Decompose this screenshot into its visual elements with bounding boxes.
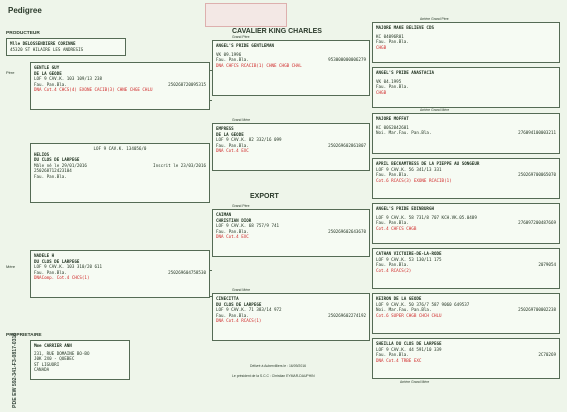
export-heading: EXPORT [250, 193, 279, 200]
gg-box-1 [372, 22, 560, 63]
gg-8-color: Fau. Pan.Bla. [376, 352, 409, 358]
connector [210, 296, 212, 297]
gm-label-2: Grand Mère [232, 288, 251, 292]
subject-chip: 250268712423104 [34, 168, 72, 174]
sire-titles: DNA Cot.4 CHCS(4) EXONE CACIB(3) CHNE CHGE CHLU [34, 87, 153, 93]
sire-sire-code: VK 09.1996 [216, 51, 242, 57]
sire-sire-chip: 953000000006279 [328, 57, 366, 63]
sire-dam-name: EMPRESS [216, 126, 234, 131]
producteur-box [6, 38, 126, 56]
gg-7-name: KEIRON DE LA GEODE [376, 296, 422, 301]
mere-label: Mère [6, 264, 16, 269]
proprietaire-name: Mme CARRIER ANN [34, 343, 72, 348]
proprietaire-address-1: 231, RUE DOMAINE BO-BO [34, 350, 90, 356]
agm-label-2: Arrière Grand Mère [400, 380, 430, 384]
gg-8-code: LOF 9 CAV.K. 44 591/10 339 [376, 346, 442, 352]
gg-1-name: MAJORE MAKE BELIEVE CDS [376, 25, 434, 30]
gg-4-name: APRIL BECKAMTRESS DE LA PIEPPE AU SONGEUR [376, 161, 480, 166]
dam-dam-kennel: DU CLOS DE LARPEGE [216, 301, 262, 307]
gg-1-color: Fau. Pan.Bla. [376, 39, 409, 45]
proprietaire-box [30, 340, 130, 380]
proprietaire-address-3: ST LIGUORI [34, 361, 60, 367]
gg-5-code: LOF 9 CAV.K. 58 731/8 707 KCH.VK.05.0489 [376, 214, 477, 220]
dam-dam-name: CINECITTA [216, 296, 239, 301]
agm-label-1: Arrière Grand Mère [420, 108, 450, 112]
agp-label-1: Arrière Grand Père [420, 17, 449, 21]
gg-6-name: CATHAN VICTOIRE-DE-LA-RODE [376, 251, 442, 256]
gg-5-chip: 276097200487669 [518, 220, 556, 226]
document-title: Pedigree [8, 6, 42, 15]
subject-name: HELIOS [34, 151, 50, 157]
producteur-name: Mlle DELOSSENDIERE CORINNE [10, 41, 76, 46]
gg-5-name: ANGEL'S PRIDE EDINBURGH [376, 206, 434, 211]
subject-code: LOF 9 CAV.K. 134056/0 [93, 146, 147, 151]
gg-5-color: Fau. Pan.Bla. [376, 220, 409, 226]
gg-6-color: Fau. Pan.Bla. [376, 262, 409, 268]
gg-2-color: Fau. Pan.Bla. [376, 84, 409, 90]
subject-box [30, 143, 210, 203]
gg-box-4 [372, 158, 560, 199]
dam-code: LOF 9 CAV.K. 103 310/20 611 [34, 264, 103, 270]
breed-heading: CAVALIER KING CHARLES [232, 28, 322, 35]
gg-5-titles: Cot.4 CHFCS CHGB [376, 225, 417, 231]
dam-chip: 250269604758530 [168, 269, 206, 275]
pere-label: Père [6, 70, 15, 75]
dam-color: Fau. Pan.Bla. [34, 269, 67, 275]
subject-kennel: DU CLOS DE LARPEGE [34, 157, 80, 163]
gg-3-chip: 276094100003211 [518, 130, 556, 136]
gg-box-2 [372, 67, 560, 108]
dam-dam-color: Fau. Pan.Bla. [216, 312, 249, 318]
gg-8-titles: DNA Cot.4 TRBE EXC [376, 357, 422, 363]
sire-dam-titles: DNA Cot.4 EXC [216, 148, 249, 154]
gg-box-5 [372, 203, 560, 244]
sire-sire-color: Fau. Pan.Bla. [216, 57, 249, 63]
sire-dam-chip: 250269602861807 [328, 142, 366, 148]
dam-dam-code: LOF 9 CAV.K. 71 383/14 972 [216, 307, 282, 313]
sire-chip: 250268720095315 [168, 81, 206, 87]
gg-6-titles: Cot.4 RCACS(2) [376, 267, 412, 273]
dam-dam-box [212, 293, 370, 341]
dam-dam-titles: DNA Cot.4 RCACS(1) [216, 318, 262, 324]
gg-6-code: LOF 9 CAV.K. 53 130/11 175 [376, 256, 442, 262]
dam-sire-kennel: CHRISTIAN DIOR [216, 217, 252, 223]
dam-sire-chip: 250269602643670 [328, 228, 366, 234]
sire-color: Fau. Pan.Bla. [34, 81, 67, 87]
dam-sire-titles: DNA Cot.4 EXC [216, 234, 249, 240]
gp-label-2: Grand Père [232, 204, 250, 208]
gg-6-chip: 2079054 [538, 262, 556, 268]
gg-7-color: Noi. Mar.Fau. Pan.Bla. [376, 307, 432, 313]
proprietaire-label: PROPRIETAIRE [6, 333, 42, 338]
sire-dam-kennel: DE LA GEODE [216, 131, 244, 137]
proprietaire-address-2: J0K 2X0 - QUEBEC [34, 356, 75, 362]
sire-code: LOF 9 CAV.K. 103 109/13 238 [34, 76, 103, 82]
sire-kennel: DE LA GEODE [34, 70, 62, 76]
watermark-logo [205, 3, 287, 27]
gg-3-color: Noi. Mar.Fau. Pan.Bla. [376, 130, 432, 136]
gg-8-chip: 2C70269 [538, 352, 556, 358]
gg-4-chip: 250269700065070 [518, 172, 556, 178]
subject-born: Mâle né le 29/01/2016 [34, 162, 87, 168]
dam-name: NADELE H [34, 253, 55, 258]
connector [210, 100, 212, 101]
president-text: Le président de la S.C.C : Christian EYMAR-DAUPHIN [232, 374, 315, 378]
gg-1-code: KC 04096R01 [376, 33, 404, 39]
gg-2-name: ANGEL'S PRIDE ANASTACIA [376, 70, 434, 75]
subject-registered: Inscrit le 23/03/2016 [153, 162, 206, 168]
delivered-text: Délivré à Aubervilliers le : 16/09/2016 [250, 364, 306, 368]
gg-4-color: Fau. Pan.Bla. [376, 172, 409, 178]
dam-kennel: DU CLOS DE LARPEGE [34, 258, 80, 264]
sire-name: GENTLE GUY [34, 65, 60, 70]
gg-4-titles: Cot.6 RCACS(3) EXONE RCACIB(1) [376, 177, 452, 183]
sire-box [30, 62, 210, 110]
gg-box-8 [372, 338, 560, 379]
connector [210, 70, 212, 71]
dam-box [30, 250, 210, 298]
gg-box-3 [372, 113, 560, 154]
gg-box-6 [372, 248, 560, 289]
dam-dam-chip: 250269602274192 [328, 312, 366, 318]
gg-7-titles: Cot.6 SUPER CHGB CHCH CHLU [376, 312, 442, 318]
sire-sire-name: ANGEL'S PRIDE GENTLEMAN [216, 43, 274, 48]
side-code: PDE EW 592-341-F3-0817-0316 [12, 332, 18, 408]
dam-titles: DNAComp. Cot.4 CHCS(1) [34, 275, 90, 281]
proprietaire-address-4: CANADA [34, 367, 50, 373]
gg-box-7 [372, 293, 560, 334]
gp-label-1: Grand Père [232, 35, 250, 39]
gg-2-code: VK 04.1995 [376, 78, 402, 84]
gm-label-1: Grand Mère [232, 118, 251, 122]
dam-sire-box [212, 209, 370, 257]
gg-4-code: LOF 9 CAV.K. 56 341/13 331 [376, 166, 442, 172]
producteur-address: 45320 ST HILAIRE LES ANDRESIS [10, 46, 84, 52]
gg-2-titles: CHGB [376, 89, 387, 95]
subject-color: Fau. Pan.Bla. [34, 173, 67, 179]
connector [210, 270, 212, 271]
sire-dam-color: Fau. Pan.Bla. [216, 142, 249, 148]
dam-sire-code: LOF 9 CAV.K. 68 757/9 741 [216, 223, 280, 229]
dam-sire-name: CAIMAN [216, 212, 232, 217]
gg-7-chip: 250269700002238 [518, 307, 556, 313]
dam-sire-color: Fau. Pan.Bla. [216, 228, 249, 234]
gg-7-code: LOF 9 CAV.K. 50 376/7 587 9060 649537 [376, 301, 470, 307]
sire-sire-box [212, 40, 370, 96]
sire-dam-box [212, 123, 370, 171]
gg-8-name: SHEILLA DU CLOS DE LARPEGE [376, 341, 442, 346]
gg-1-titles: CHGB [376, 44, 387, 50]
gg-3-code: KC 00S2042601 [376, 124, 409, 130]
sire-sire-titles: DNA CHFCS RCACIB(1) CHNE CHGB CHAL [216, 62, 302, 68]
gg-3-name: MAJORE MOFFAT [376, 116, 409, 121]
producteur-label: PRODUCTEUR [6, 31, 40, 36]
sire-dam-code: LOF 9 CAV.K. 82 332/16 099 [216, 137, 282, 143]
